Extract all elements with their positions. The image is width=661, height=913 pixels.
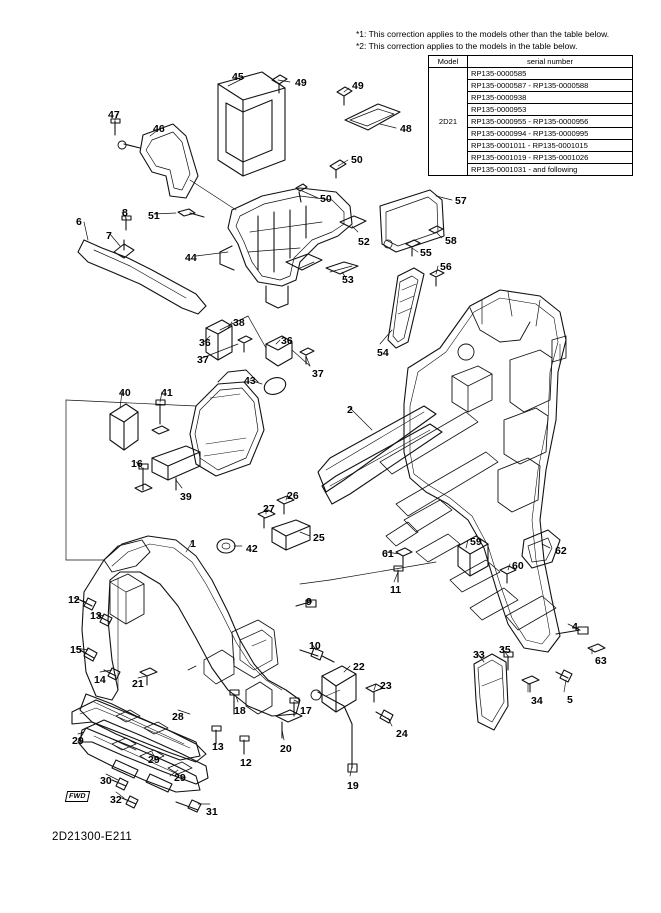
grommet-part-42	[217, 539, 235, 553]
part-callout-20: 20	[280, 743, 292, 755]
part-callout-44: 44	[185, 252, 197, 264]
bolt-part-47	[111, 119, 120, 135]
bolt-part-30	[112, 778, 128, 790]
bolt-part-5	[556, 670, 572, 682]
cell-serial-number: RP135-0001031 - and following	[468, 164, 633, 176]
cell-serial-number: RP135-0000994 - RP135-0000995	[468, 128, 633, 140]
bolt-part-41	[152, 400, 169, 434]
part-callout-47: 47	[108, 109, 120, 121]
part-callout-41: 41	[161, 387, 173, 399]
part-callout-24: 24	[396, 728, 408, 740]
part-callout-15: 15	[70, 644, 82, 656]
bolt-part-19	[311, 690, 357, 772]
part-callout-61: 61	[382, 548, 394, 560]
part-callout-42: 42	[246, 543, 258, 555]
part-callout-30: 30	[100, 775, 112, 787]
bracket-part-22	[322, 666, 356, 712]
cell-serial-number: RP135-0000953	[468, 104, 633, 116]
part-callout-25: 25	[313, 532, 325, 544]
cell-serial-number: RP135-0000955 - RP135-0000956	[468, 116, 633, 128]
part-callout-62: 62	[555, 545, 567, 557]
part-callout-28: 28	[172, 711, 184, 723]
part-callout-19: 19	[347, 780, 359, 792]
battery-box-part-45	[218, 72, 285, 176]
part-callout-53: 53	[342, 274, 354, 286]
part-callout-26: 26	[287, 490, 299, 502]
part-callout-16: 16	[131, 458, 143, 470]
part-callout-59: 59	[470, 536, 482, 548]
bolt-part-32	[122, 796, 138, 808]
part-callout-36: 36	[281, 335, 293, 347]
cell-serial-number: RP135-0000585	[468, 68, 633, 80]
grommet-part-42-upper	[262, 375, 288, 398]
column-header-model: Model	[429, 56, 468, 68]
part-callout-29: 29	[174, 772, 186, 784]
part-callout-54: 54	[377, 347, 389, 359]
part-callout-12: 12	[68, 594, 80, 606]
bolt-part-34	[522, 676, 539, 692]
cover-plate-part-48	[345, 104, 400, 130]
part-callout-57: 57	[455, 195, 467, 207]
bracket-part-25	[272, 520, 310, 550]
part-callout-22: 22	[353, 661, 365, 673]
part-callout-50: 50	[351, 154, 363, 166]
leader-lines	[66, 78, 592, 804]
column-header-serial: serial number	[468, 56, 633, 68]
part-callout-60: 60	[512, 560, 524, 572]
part-callout-49: 49	[295, 77, 307, 89]
bracket-part-39	[152, 446, 200, 490]
part-callout-1: 1	[190, 538, 196, 550]
part-callout-36: 36	[199, 337, 211, 349]
part-callout-17: 17	[300, 705, 312, 717]
part-callout-39: 39	[180, 491, 192, 503]
part-callout-9: 9	[306, 596, 312, 608]
rear-frame-part-2	[318, 290, 566, 652]
part-callout-14: 14	[94, 674, 106, 686]
part-callout-5: 5	[567, 694, 573, 706]
part-callout-18: 18	[234, 705, 246, 717]
part-callout-23: 23	[380, 680, 392, 692]
part-callout-38: 38	[233, 317, 245, 329]
part-callout-48: 48	[400, 123, 412, 135]
part-callout-58: 58	[445, 235, 457, 247]
part-callout-49: 49	[352, 80, 364, 92]
part-callout-46: 46	[153, 123, 165, 135]
bolt-part-31	[176, 800, 201, 812]
part-callout-35: 35	[499, 644, 511, 656]
cell-serial-number: RP135-0000938	[468, 92, 633, 104]
part-callout-43: 43	[244, 375, 256, 387]
part-callout-13: 13	[212, 741, 224, 753]
note-line-2: *2: This correction applies to the models in the table below.	[356, 41, 578, 51]
part-callout-7: 7	[106, 230, 112, 242]
part-callout-50: 50	[320, 193, 332, 205]
sub-frame-part-44	[220, 188, 352, 308]
bolt-part-12-upper	[80, 598, 96, 610]
part-callout-21: 21	[132, 678, 144, 690]
part-callout-27: 27	[263, 503, 275, 515]
part-callout-13: 13	[90, 610, 102, 622]
part-callout-29: 29	[72, 735, 84, 747]
bolt-part-37-right	[300, 348, 314, 364]
part-callout-8: 8	[122, 207, 128, 219]
part-callout-63: 63	[595, 655, 607, 667]
cell-serial-number: RP135-0001011 - RP135-0001015	[468, 140, 633, 152]
part-callout-31: 31	[206, 806, 218, 818]
part-callout-45: 45	[232, 71, 244, 83]
bolt-part-15	[80, 648, 97, 661]
bolt-part-61	[396, 548, 412, 565]
part-callout-2: 2	[347, 404, 353, 416]
part-callout-6: 6	[76, 216, 82, 228]
clamp-part-50-lower	[296, 184, 307, 202]
part-callout-56: 56	[440, 261, 452, 273]
part-callout-10: 10	[309, 640, 321, 652]
part-callout-37: 37	[197, 354, 209, 366]
cell-model-code: 2D21	[429, 68, 468, 176]
bracket-part-33	[474, 654, 508, 730]
drawing-code: 2D21300-E211	[52, 831, 133, 843]
washer-part-63	[588, 644, 605, 652]
part-callout-37: 37	[312, 368, 324, 380]
panel-part-57	[380, 190, 444, 252]
part-callout-29: 29	[148, 754, 160, 766]
part-callout-33: 33	[473, 649, 485, 661]
part-callout-55: 55	[420, 247, 432, 259]
rail-part-54	[388, 268, 424, 348]
bolt-part-51	[178, 209, 204, 217]
part-callout-34: 34	[531, 695, 543, 707]
part-callout-51: 51	[148, 210, 160, 222]
part-callout-4: 4	[572, 621, 578, 633]
bolt-part-37-left	[238, 336, 252, 352]
part-callout-32: 32	[110, 794, 122, 806]
note-line-1: *1: This correction applies to the models other than the table below.	[356, 29, 610, 39]
bolt-49-right	[337, 87, 352, 105]
bracket-part-40	[110, 404, 138, 450]
part-callout-11: 11	[390, 584, 402, 596]
part-callout-52: 52	[358, 236, 370, 248]
fwd-direction-marker: FWD	[65, 791, 90, 802]
bracket-part-46	[118, 124, 198, 198]
bolt-part-24	[376, 710, 393, 723]
cell-serial-number: RP135-0000587 - RP135-0000588	[468, 80, 633, 92]
cell-serial-number: RP135-0001019 - RP135-0001026	[468, 152, 633, 164]
bolt-part-12-lower	[240, 736, 249, 754]
main-frame-part-1	[78, 536, 300, 792]
part-callout-12: 12	[240, 757, 252, 769]
part-callout-40: 40	[119, 387, 131, 399]
